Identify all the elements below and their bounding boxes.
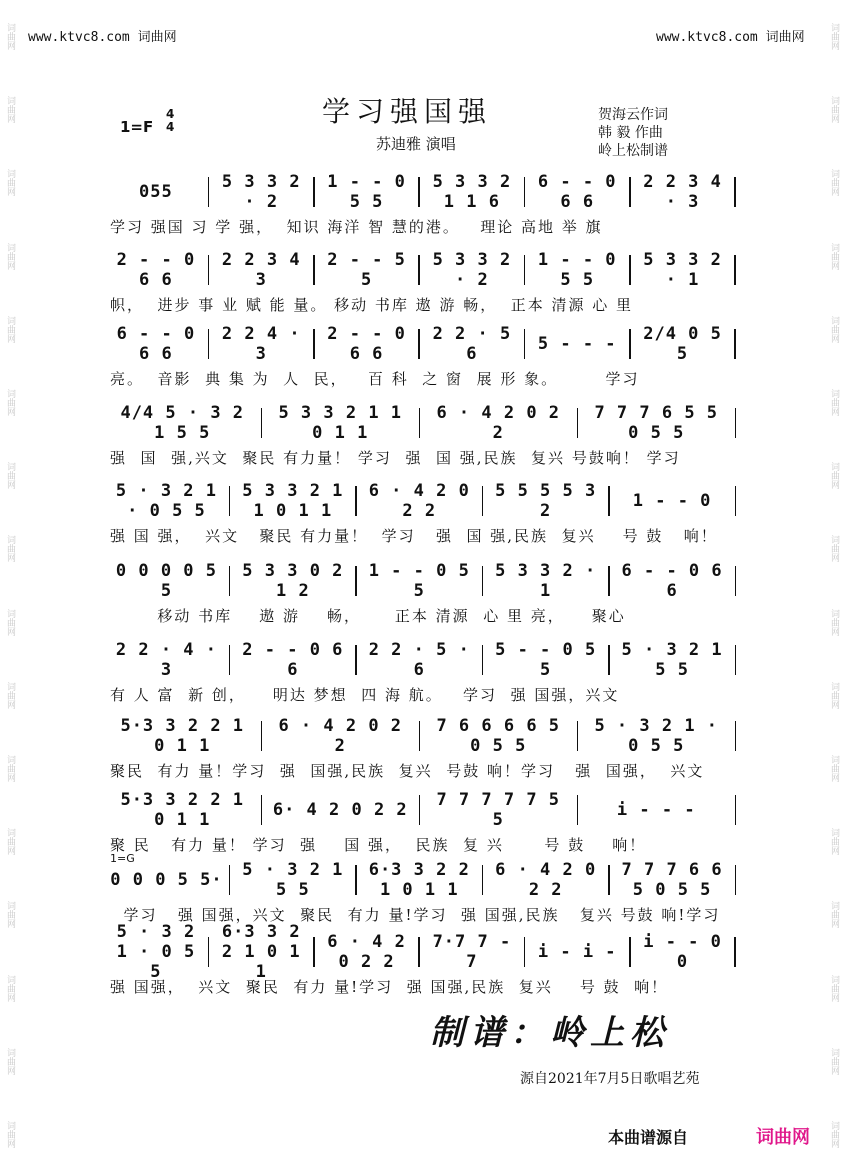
measure: 4/4 5 · 3 2 1 5 5 (120, 403, 245, 443)
measure: 5 3 3 2 · 1 (643, 250, 722, 290)
bar-line (734, 329, 736, 359)
site-url-left[interactable]: www.ktvc8.com 词曲网 (28, 30, 177, 45)
side-watermark-text: 词曲网 (828, 608, 839, 636)
bar-line (629, 255, 631, 285)
measure: 5·3 3 2 2 1 0 1 1 (120, 790, 245, 830)
bar-line (313, 177, 315, 207)
score-row (110, 172, 742, 237)
notation-line (110, 324, 742, 364)
bar-line (735, 486, 737, 516)
notation-line (110, 790, 742, 830)
measure: 2 2 · 5 6 (432, 324, 512, 364)
measure: 6·3 3 2 2 1 0 1 1 (368, 860, 470, 900)
score-row (110, 922, 742, 997)
measure: 2 2 4 · 3 (221, 324, 301, 364)
bar-line (608, 566, 610, 596)
measure: 5 3 3 2 1 1 6 (432, 172, 512, 212)
side-watermark-left (2, 0, 16, 1171)
measure: 5 5 5 5 3 2 (495, 481, 597, 521)
transcriber-credit: 岭上松制谱 (598, 143, 668, 159)
bar-line (629, 329, 631, 359)
measure: 5 · 3 2 1 5 5 (621, 640, 723, 680)
bar-line (577, 721, 579, 751)
measure: 1 - - 0 5 5 (368, 561, 470, 601)
bar-line (735, 795, 737, 825)
measure: 5 - - - (537, 334, 617, 354)
measure: 2 2 · 4 · 3 (115, 640, 218, 680)
bar-line (229, 645, 231, 675)
bar-line (482, 486, 484, 516)
bar-line (261, 408, 263, 438)
lyrics-line: 强 国 强， 兴文 聚民 有力量！ 学习 强 国 强,民族 复兴 号 鼓 响！ (110, 527, 718, 545)
side-watermark-text: 词曲网 (4, 315, 15, 343)
score-row (110, 324, 742, 389)
measure: 0 0 0 0 5 5 (115, 561, 218, 601)
measure: 6 - - 0 6 6 (537, 172, 617, 212)
measure: 5 3 3 2 · 1 (495, 561, 597, 601)
lyrics-line: 强 国强， 兴文 聚民 有力 量!学习 强 国强,民族 复兴 号 鼓 响！ (110, 978, 669, 996)
side-watermark-text: 词曲网 (4, 1047, 15, 1075)
score-row (110, 790, 742, 855)
lyrics-line: 学习 强国 习 学 强， 知识 海洋 智 慧的港。 理论 高地 举 旗 (110, 218, 603, 236)
measure: 6 · 4 2 0 2 2 (327, 932, 406, 972)
measure: 2 2 · 5 · 6 (368, 640, 470, 680)
bar-line (608, 486, 610, 516)
bar-line (229, 486, 231, 516)
bar-line (482, 865, 484, 895)
bar-line (208, 255, 210, 285)
side-watermark-text: 词曲网 (4, 96, 15, 124)
side-watermark-text: 词曲网 (828, 828, 839, 856)
lyrics-line: 有 人 富 新 创， 明达 梦想 四 海 航。 学习 强 国强，兴文 (110, 686, 620, 704)
singer-credit: 苏迪雅 演唱 (376, 135, 456, 153)
lyrics-line: 聚 民 有力 量！ 学习 强 国 强， 民族 复 兴 号 鼓 响！ (110, 836, 647, 854)
measure: 6· 4 2 0 2 2 (272, 800, 408, 820)
bar-line (313, 329, 315, 359)
measure: i - - 0 0 (643, 932, 722, 972)
side-watermark-text: 词曲网 (828, 169, 839, 197)
site-url-right[interactable]: www.ktvc8.com 词曲网 (656, 30, 805, 45)
side-watermark-text: 词曲网 (828, 96, 839, 124)
bar-line (735, 645, 737, 675)
composer-credit: 韩 毅 作曲 (598, 125, 663, 141)
footer-brand-link[interactable]: 词曲网 (756, 1127, 810, 1148)
measure: 6 - - 0 6 6 (621, 561, 723, 601)
side-watermark-text: 词曲网 (4, 901, 15, 929)
lyrics-line: 强 国 强,兴文 聚民 有力量！ 学习 强 国 强,民族 复兴 号鼓响！ 学习 (110, 449, 681, 467)
lyrics-line: 亮。 音影 典 集 为 人 民， 百 科 之 窗 展 形 象。 学习 (110, 370, 640, 388)
measure: 5 · 3 2 1 5 5 (242, 860, 344, 900)
bar-line (419, 721, 421, 751)
notation-line (110, 640, 742, 680)
score-row (110, 640, 742, 705)
measure: 7 7 7 6 6 5 0 5 5 (621, 860, 723, 900)
bar-line (419, 408, 421, 438)
side-watermark-text: 词曲网 (828, 1120, 839, 1148)
side-watermark-text: 词曲网 (828, 681, 839, 709)
side-watermark-text: 词曲网 (4, 608, 15, 636)
side-watermark-text: 词曲网 (4, 389, 15, 417)
side-watermark-text: 词曲网 (4, 23, 15, 51)
bar-line (355, 486, 357, 516)
score-row (110, 852, 742, 925)
measure: 5 3 3 0 2 1 2 (242, 561, 344, 601)
bar-line (734, 937, 736, 967)
score-row (110, 403, 742, 468)
side-watermark-text: 词曲网 (828, 974, 839, 1002)
bar-line (524, 329, 526, 359)
time-signature (166, 108, 174, 134)
song-title: 学习强国强 (322, 95, 493, 128)
measure: 5 3 3 2 1 1 0 1 1 (278, 403, 403, 443)
measure: 7 7 7 7 7 5 5 (436, 790, 561, 830)
time-signature-bottom: 4 (166, 120, 175, 134)
side-watermark-text: 词曲网 (4, 462, 15, 490)
bar-line (735, 865, 737, 895)
bar-line (524, 255, 526, 285)
bar-line (418, 255, 420, 285)
bar-line (208, 329, 210, 359)
key-signature: 1=F (120, 118, 154, 136)
bar-line (208, 937, 210, 967)
measure: 0 0 0 5 5· (110, 870, 223, 890)
measure: 1 - - 0 5 5 (537, 250, 617, 290)
measure: 5 3 3 2 · 2 (221, 172, 301, 212)
measure: 6 - - 0 6 6 (116, 324, 196, 364)
notation-line (110, 561, 742, 601)
bar-line (577, 795, 579, 825)
measure: 7 6 6 6 6 5 0 5 5 (436, 716, 561, 756)
measure: 5 3 3 2 1 1 0 1 1 (242, 481, 344, 521)
lyricist-credit: 贺海云作词 (598, 107, 668, 123)
bar-line (208, 177, 210, 207)
side-watermark-text: 词曲网 (4, 681, 15, 709)
bar-line (577, 408, 579, 438)
measure: 6·3 3 2 2 1 0 1 1 (221, 922, 301, 982)
side-watermark-text: 词曲网 (828, 1047, 839, 1075)
bar-line (418, 937, 420, 967)
bar-line (608, 645, 610, 675)
bar-line (608, 865, 610, 895)
side-watermark-text: 词曲网 (828, 462, 839, 490)
measure: 5·3 3 2 2 1 0 1 1 (120, 716, 245, 756)
bar-line (418, 329, 420, 359)
notation-line (110, 403, 742, 443)
notation-line (110, 250, 742, 290)
measure: 6 · 4 2 0 2 2 (436, 403, 561, 443)
bar-line (261, 795, 263, 825)
score-row (110, 250, 742, 315)
side-watermark-text: 词曲网 (828, 389, 839, 417)
side-watermark-text: 词曲网 (828, 754, 839, 782)
bar-line (355, 566, 357, 596)
measure: 2 2 3 4 · 3 (643, 172, 722, 212)
measure: 1 - - 0 5 5 (327, 172, 406, 212)
measure: 5 - - 0 5 5 (495, 640, 597, 680)
bar-line (229, 566, 231, 596)
side-watermark-right (826, 0, 840, 1171)
bar-line (313, 255, 315, 285)
bar-line (735, 408, 737, 438)
score-row (110, 561, 742, 626)
bar-line (229, 865, 231, 895)
measure: 6 · 4 2 0 2 2 (368, 481, 470, 521)
measure: 6 · 4 2 0 2 2 (495, 860, 597, 900)
source-note: 源自2021年7月5日歌唱艺苑 (520, 1071, 700, 1087)
key-change-label: 1=G (110, 852, 135, 865)
side-watermark-text: 词曲网 (4, 242, 15, 270)
credits-block (598, 106, 668, 160)
transcriber-signature: 制谱：岭上松 (430, 1013, 670, 1053)
side-watermark-text: 词曲网 (828, 535, 839, 563)
bar-line (735, 566, 737, 596)
side-watermark-text: 词曲网 (4, 828, 15, 856)
side-watermark-text: 词曲网 (828, 23, 839, 51)
measure: 5 · 3 2 1 · 0 5 5 (115, 481, 218, 521)
notation-line (110, 481, 742, 521)
measure: 2 2 3 4 3 (221, 250, 301, 290)
bar-line (629, 177, 631, 207)
lyrics-line: 帜， 进步 事 业 赋 能 量。 移动 书库 遨 游 畅， 正本 清源 心 里 (110, 296, 634, 314)
measure: 1 - - 0 (632, 491, 712, 511)
side-watermark-text: 词曲网 (828, 315, 839, 343)
measure: 2 - - 0 6 6 (116, 250, 196, 290)
bar-line (418, 177, 420, 207)
bar-line (419, 795, 421, 825)
bar-line (524, 177, 526, 207)
bar-line (524, 937, 526, 967)
side-watermark-text: 词曲网 (4, 754, 15, 782)
measure: 2 - - 5 5 (327, 250, 406, 290)
side-watermark-text: 词曲网 (828, 901, 839, 929)
notation-line (110, 172, 742, 212)
notation-line (110, 716, 742, 756)
lyrics-line: 聚民 有力 量！学习 强 国强,民族 复兴 号鼓 响！学习 强 国强， 兴文 (110, 762, 705, 780)
bar-line (735, 721, 737, 751)
measure: 2/4 0 5 5 (643, 324, 722, 364)
notation-line (110, 860, 742, 900)
measure: i - i - (537, 942, 617, 962)
side-watermark-text: 词曲网 (828, 242, 839, 270)
measure: 5 · 3 2 1 · 0 5 5 (116, 922, 196, 982)
measure: 2 - - 0 6 6 (327, 324, 406, 364)
score-row (110, 481, 742, 546)
bar-line (482, 566, 484, 596)
measure: 5 · 3 2 1 · 0 5 5 (594, 716, 719, 756)
lyrics-line: 学习 强 国强，兴文 聚民 有力 量!学习 强 国强,民族 复兴 号鼓 响!学习 (110, 906, 721, 924)
notation-line (110, 922, 742, 982)
bar-line (482, 645, 484, 675)
bar-line (734, 255, 736, 285)
measure: i - - - (616, 800, 696, 820)
measure: 6 · 4 2 0 2 2 (278, 716, 403, 756)
bar-line (313, 937, 315, 967)
side-watermark-text: 词曲网 (4, 1120, 15, 1148)
time-signature-top: 4 (166, 107, 175, 121)
bar-line (355, 865, 357, 895)
measure: 5 3 3 2 · 2 (432, 250, 512, 290)
lyrics-line: 移动 书库 遨 游 畅， 正本 清源 心 里 亮， 聚心 (110, 607, 626, 625)
side-watermark-text: 词曲网 (4, 974, 15, 1002)
measure: 7·7 7 - 7 (432, 932, 512, 972)
measure: 7 7 7 6 5 5 0 5 5 (594, 403, 719, 443)
measure: 2 - - 0 6 6 (242, 640, 344, 680)
bar-line (734, 177, 736, 207)
bar-line (261, 721, 263, 751)
score-row (110, 716, 742, 781)
bar-line (629, 937, 631, 967)
bar-line (355, 645, 357, 675)
side-watermark-text: 词曲网 (4, 169, 15, 197)
footer-label: 本曲谱源自 (608, 1128, 689, 1147)
side-watermark-text: 词曲网 (4, 535, 15, 563)
measure: 055 (139, 182, 173, 202)
